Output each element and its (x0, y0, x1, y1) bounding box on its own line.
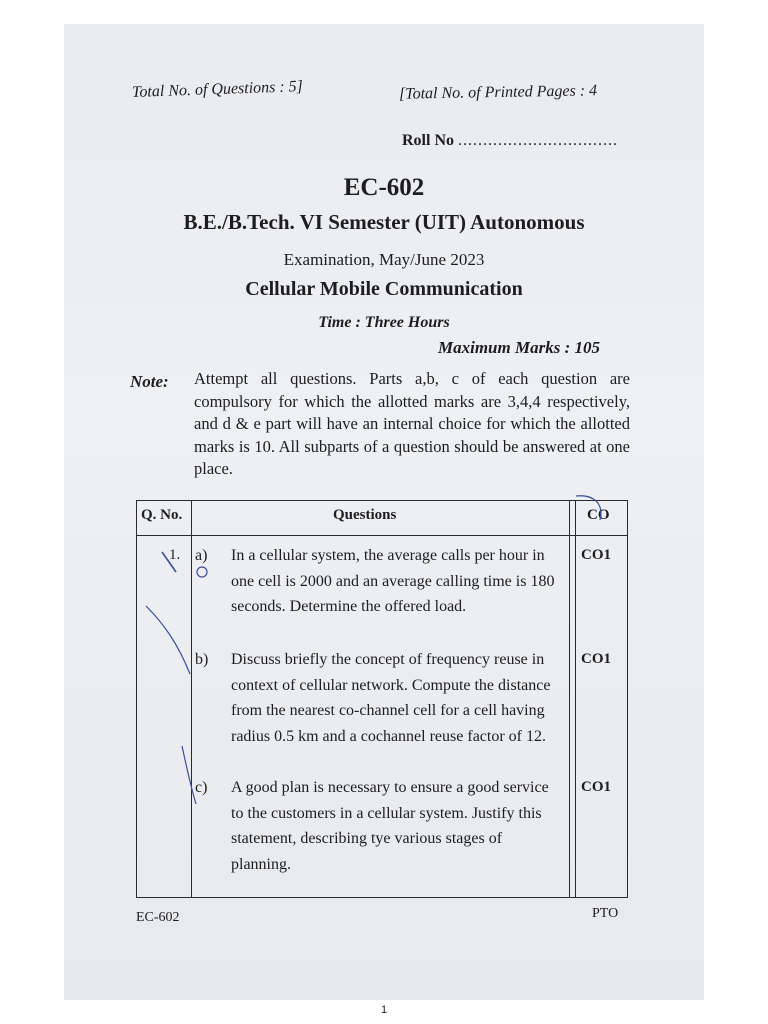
note-label: Note: (130, 372, 169, 391)
exam-paper (64, 24, 704, 1000)
pen-circle (197, 567, 207, 577)
question-number: 1. (169, 547, 181, 563)
pen-stroke (182, 746, 196, 804)
pen-annotations (64, 24, 704, 1000)
exam-time: Time : Three Hours (318, 314, 450, 331)
roll-no-label: Roll No (402, 132, 454, 149)
max-marks: Maximum Marks : 105 (438, 338, 600, 357)
footer-code: EC-602 (136, 910, 180, 925)
pen-stroke (162, 552, 176, 572)
total-questions: Total No. of Questions : 5] (131, 78, 304, 101)
roll-no-dots: ................................ (458, 132, 618, 149)
part-label-a: a) (195, 547, 208, 564)
total-pages: [Total No. of Printed Pages : 4 (398, 82, 598, 103)
pen-stroke (576, 496, 601, 520)
header-co: CO (587, 507, 610, 523)
note-text: Attempt all questions. Parts a,b, c of each question are compulsory for which the allotted marks are 3,4,4 respectively, and d & e part will have an internal choice for which the allotted marks is 10. All subparts of a question should be answered at one place. (194, 369, 630, 478)
footer-pto: PTO (592, 906, 619, 921)
header-qno: Q. No. (141, 507, 183, 523)
co-b: CO1 (581, 651, 611, 667)
part-text-b: Discuss briefly the concept of frequency reuse in context of cellular network. Compute the distance from the nearest co-channel cell for a cell having radius 0.5 km and a cochannel reuse factor of 12. (231, 651, 551, 745)
paper-code: EC-602 (343, 174, 425, 201)
part-label-c: c) (195, 779, 208, 796)
subject-title: Cellular Mobile Communication (245, 278, 523, 300)
page-number: 1 (380, 1004, 388, 1016)
exam-session: Examination, May/June 2023 (283, 250, 485, 269)
co-c: CO1 (581, 779, 611, 795)
header-questions: Questions (333, 507, 397, 523)
part-text-c: A good plan is necessary to ensure a good service to the customers in a cellular system. Justify this statement, describing tye various stages of planning. (231, 779, 549, 873)
part-text-a: In a cellular system, the average calls per hour in one cell is 2000 and an average calling time is 180 seconds. Determine the offered load. (231, 547, 555, 615)
course-title: B.E./B.Tech. VI Semester (UIT) Autonomous (183, 210, 585, 234)
part-label-b: b) (195, 651, 209, 668)
pen-stroke (146, 606, 190, 674)
co-a: CO1 (581, 547, 611, 563)
